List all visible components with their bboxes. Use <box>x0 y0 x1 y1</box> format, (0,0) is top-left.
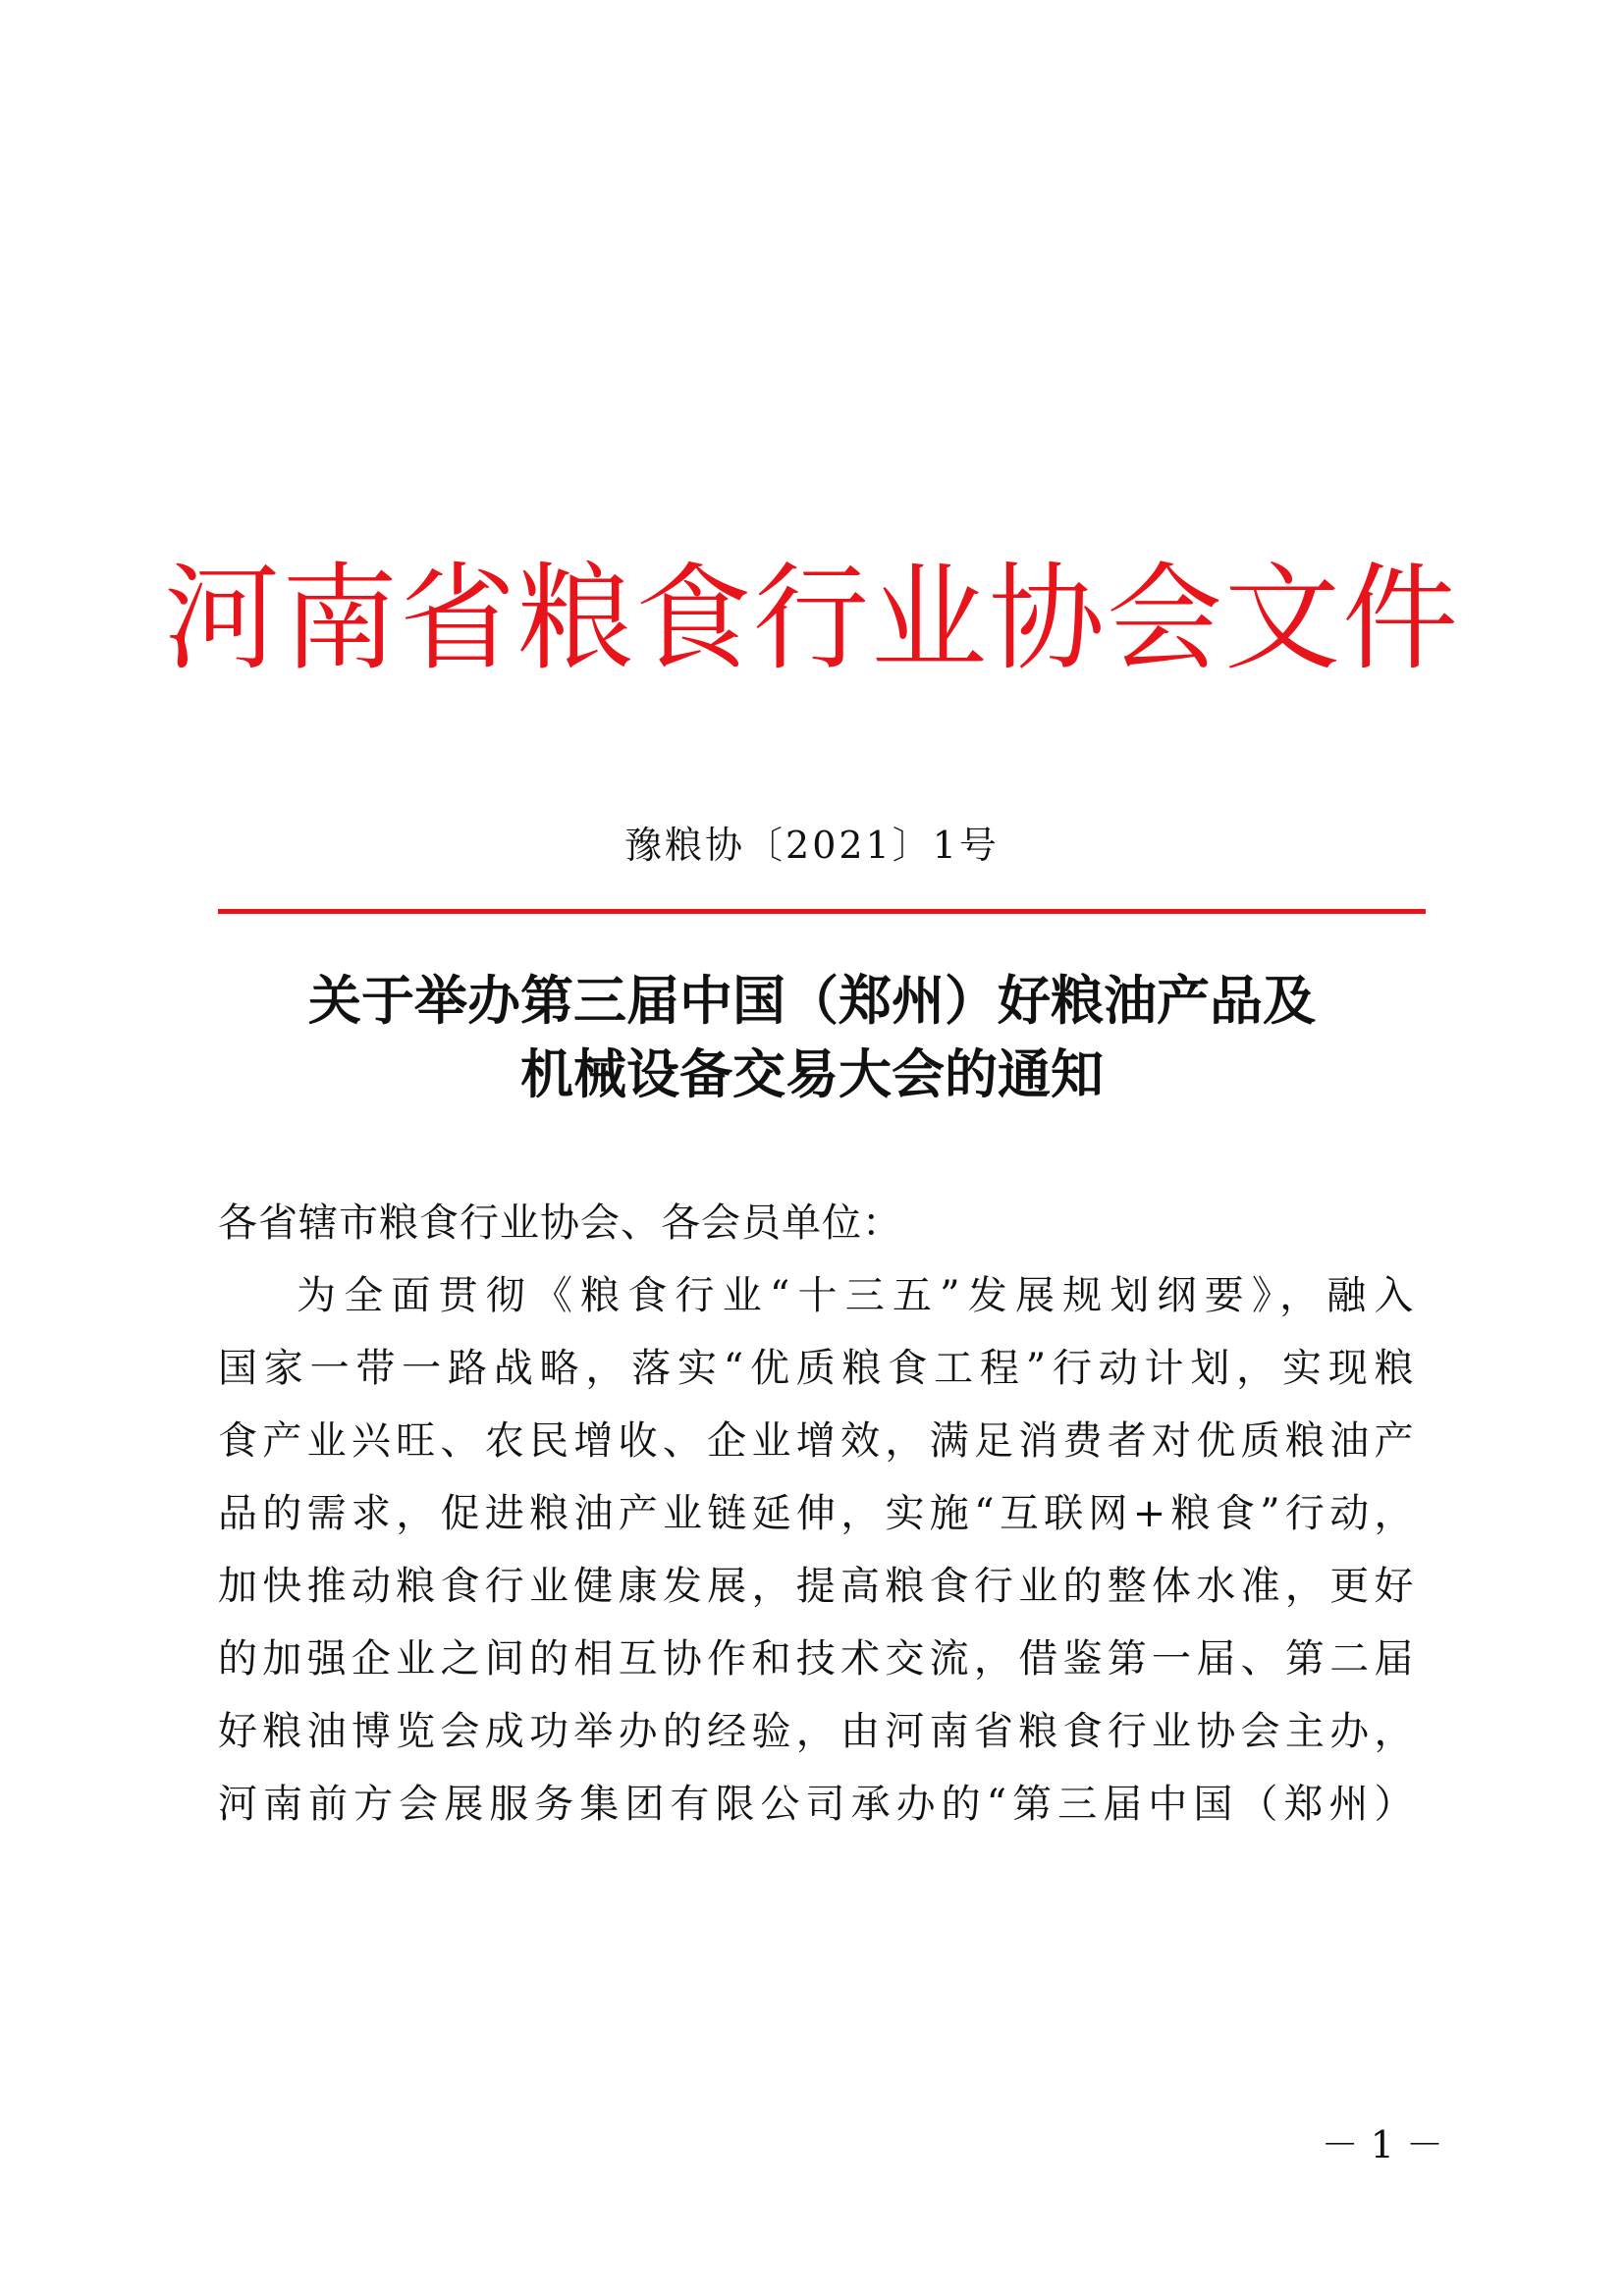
page-number: － 1 － <box>1321 2123 1443 2166</box>
red-separator-line <box>218 909 1426 914</box>
body-paragraph-line: 加快推动粮食行业健康发展，提高粮食行业的整体水准，更好 <box>218 1564 1414 1609</box>
body-paragraph-line: 品的需求，促进粮油产业链延伸，实施“互联网+粮食”行动， <box>218 1491 1414 1536</box>
body-paragraph-line: 河南前方会展服务集团有限公司承办的“第三届中国（郑州） <box>218 1782 1414 1827</box>
notice-title <box>0 964 1624 1111</box>
document-number: 豫粮协〔2021〕1号 <box>624 824 1000 867</box>
body-paragraph-line: 为全面贯彻《粮食行业“十三五”发展规划纲要》，融入 <box>297 1273 1414 1318</box>
body-paragraph-line: 国家一带一路战略，落实“优质粮食工程”行动计划，实现粮 <box>218 1346 1414 1391</box>
salutation: 各省辖市粮食行业协会、各会员单位： <box>218 1201 902 1246</box>
notice-title-line: 机械设备交易大会的通知 <box>520 1043 1104 1105</box>
organization-title: 河南省粮食行业协会文件 <box>163 551 1460 686</box>
body-paragraph-line: 食产业兴旺、农民增收、企业增效，满足消费者对优质粮油产 <box>218 1418 1414 1464</box>
notice-title-line: 关于举办第三届中国（郑州）好粮油产品及 <box>308 970 1316 1032</box>
body-paragraph-line: 好粮油博览会成功举办的经验，由河南省粮食行业协会主办， <box>218 1709 1414 1754</box>
body-paragraph-line: 的加强企业之间的相互协作和技术交流，借鉴第一届、第二届 <box>218 1636 1414 1682</box>
